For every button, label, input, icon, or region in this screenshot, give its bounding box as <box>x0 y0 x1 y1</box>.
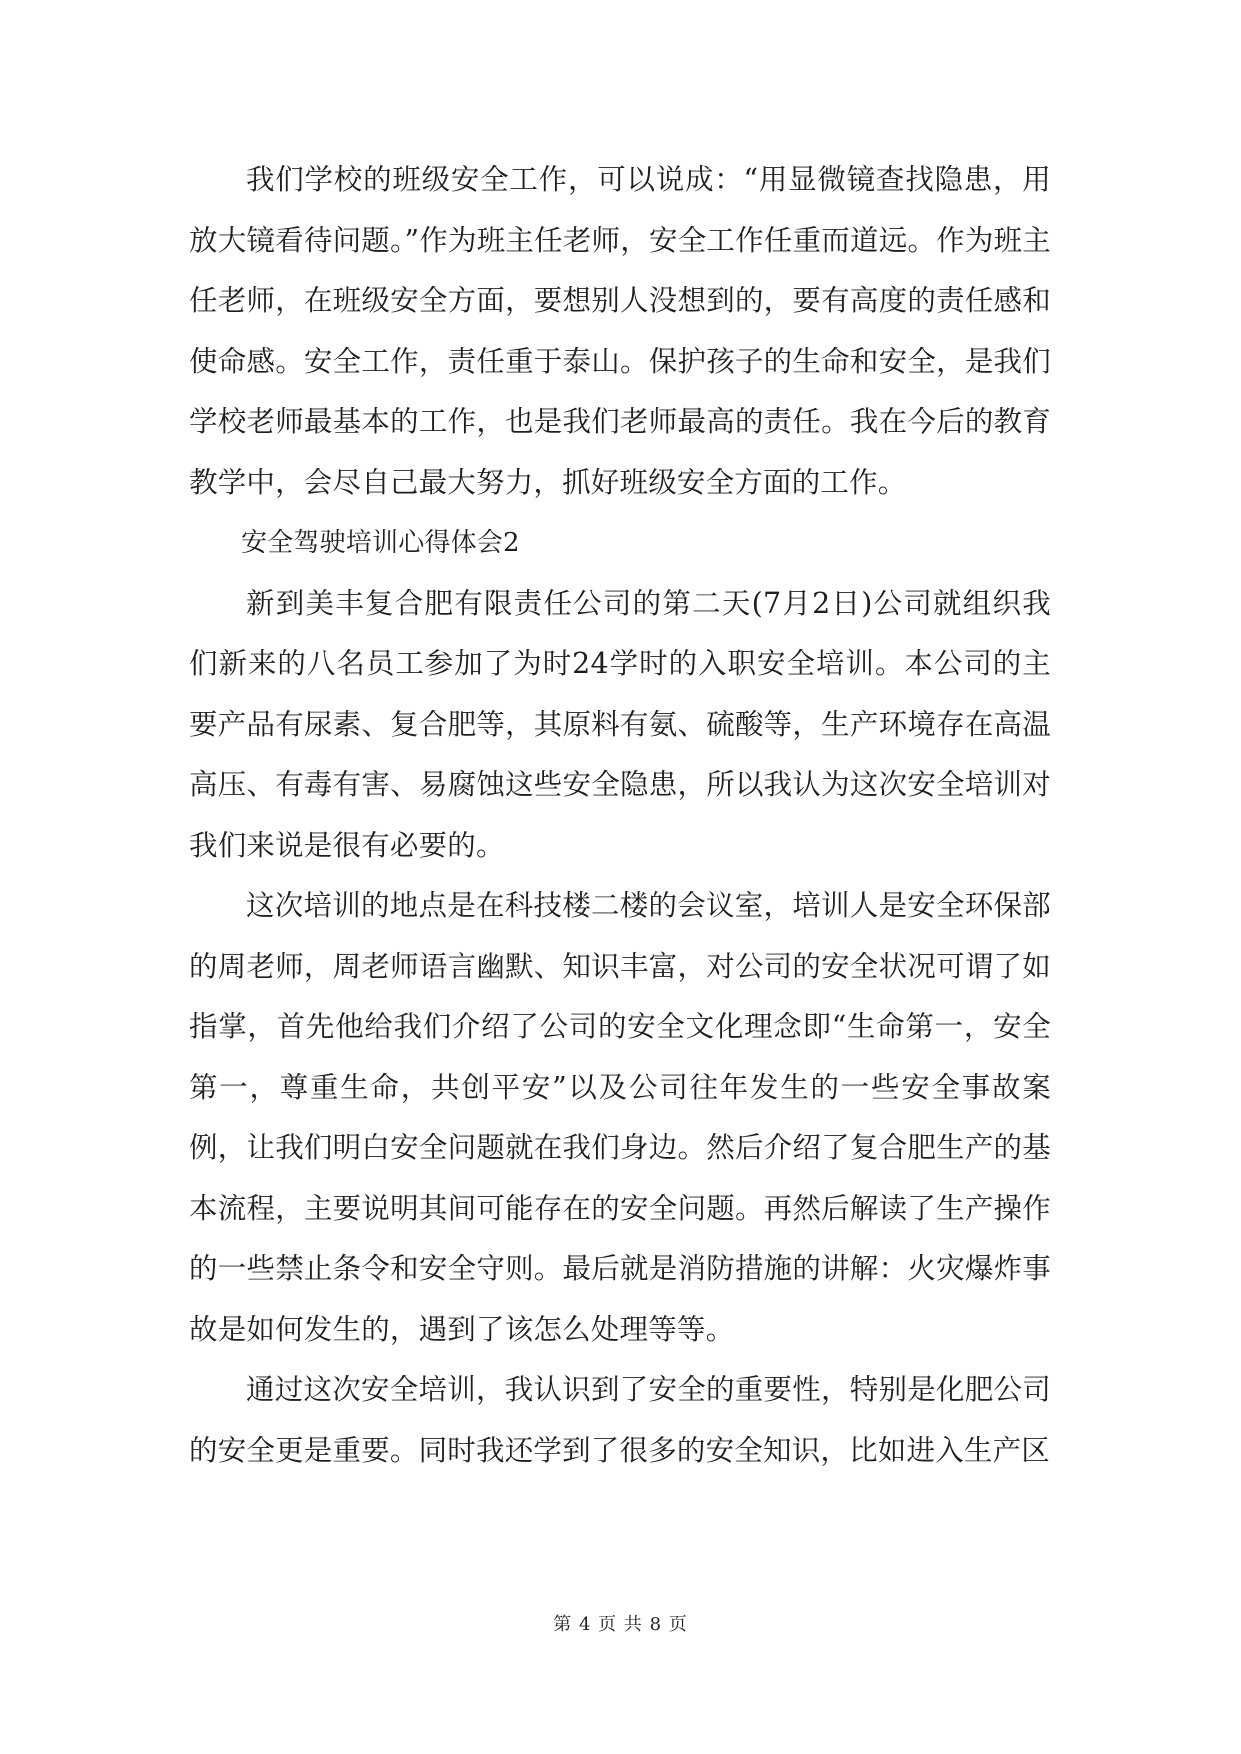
page-number-footer: 第 4 页 共 8 页 <box>553 1614 688 1635</box>
paragraph-training-reflection: 通过这次安全培训，我认识到了安全的重要性，特别是化肥公司的安全更是重要。同时我还学到了很多的安全知识，比如进入生产区 <box>189 1373 1051 1467</box>
paragraph-training-content: 这次培训的地点是在科技楼二楼的会议室，培训人是安全环保部的周老师，周老师语言幽默、知识丰富，对公司的安全状况可谓了如指掌，首先他给我们介绍了公司的安全文化理念即“生命第一，安全第一，尊重生命，共创平安”以及公司往年发生的一些安全事故案例，让我们明白安全问题就在我们身边。然后介绍了复合肥生产的基本流程，主要说明其间可能存在的安全问题。再然后解读了生产操作的一些禁止条令和安全守则。最后就是消防措施的讲解：火灾爆炸事故是如何发生的，遇到了该怎么处理等等。 <box>189 889 1051 1346</box>
paragraph-class-safety: 我们学校的班级安全工作，可以说成：“用显微镜查找隐患，用放大镜看待问题。”作为班主任老师，安全工作任重而道远。作为班主任老师，在班级安全方面，要想别人没想到的，要有高度的责任感和使命感。安全工作，责任重于泰山。保护孩子的生命和安全，是我们学校老师最基本的工作，也是我们老师最高的责任。我在今后的教育教学中，会尽自己最大努力，抓好班级安全方面的工作。 <box>189 163 1051 499</box>
section-heading: 安全驾驶培训心得体会2 <box>241 528 520 558</box>
paragraph-training-intro: 新到美丰复合肥有限责任公司的第二天(7月2日)公司就组织我们新来的八名员工参加了为时24学时的入职安全培训。本公司的主要产品有尿素、复合肥等，其原料有氨、硫酸等，生产环境存在高温高压、有毒有害、易腐蚀这些安全隐患，所以我认为这次安全培训对我们来说是很有必要的。 <box>189 586 1051 862</box>
document-body <box>189 150 1051 1481</box>
